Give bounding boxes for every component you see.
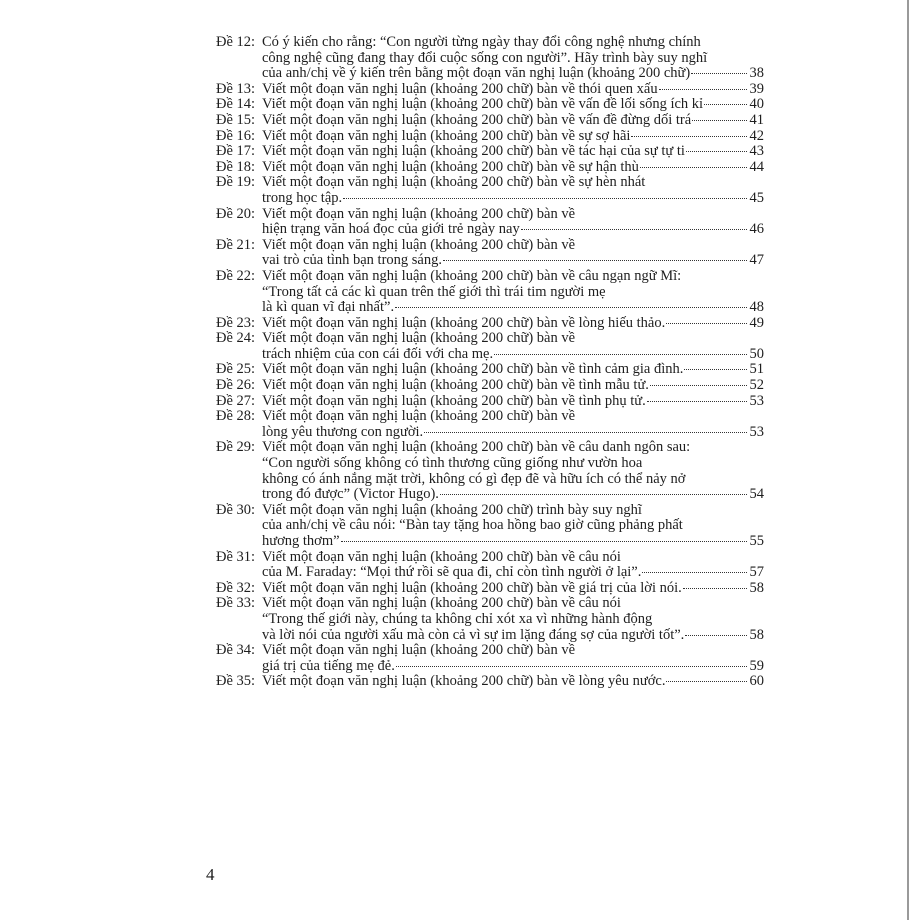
toc-entry-label: Đề 28: bbox=[216, 408, 256, 425]
toc-entry-line bbox=[216, 628, 764, 644]
dot-leader bbox=[521, 229, 747, 230]
toc-page-number: 41 bbox=[749, 111, 764, 128]
toc-entry-text: của anh/chị về ý kiến trên bằng một đoạn văn nghị luận (khoảng 200 chữ) bbox=[262, 65, 691, 82]
toc-entry-line bbox=[216, 503, 764, 519]
dot-leader bbox=[691, 73, 747, 74]
toc-entry-line bbox=[216, 191, 764, 207]
toc-page-number: 50 bbox=[749, 345, 764, 362]
toc-entry-line bbox=[216, 534, 764, 550]
toc-entry-text: là kì quan vĩ đại nhất”. bbox=[262, 299, 395, 316]
toc-page-number: 53 bbox=[749, 423, 764, 440]
toc-page-number: 47 bbox=[749, 252, 764, 269]
toc-entry bbox=[216, 362, 764, 378]
dot-leader bbox=[659, 89, 747, 90]
toc-page-number: 48 bbox=[749, 299, 764, 316]
toc-entry-label: Đề 23: bbox=[216, 314, 256, 331]
toc-entry bbox=[216, 113, 764, 129]
toc-entry-label: Đề 29: bbox=[216, 439, 256, 456]
toc-entry-line bbox=[216, 440, 764, 456]
toc-entry bbox=[216, 378, 764, 394]
toc-entry bbox=[216, 440, 764, 502]
toc-entry-line bbox=[216, 253, 764, 269]
toc-entry-label: Đề 16: bbox=[216, 127, 256, 144]
toc-entry-line bbox=[216, 331, 764, 347]
toc-entry-text: trong đó được” (Victor Hugo). bbox=[262, 486, 439, 503]
dot-leader bbox=[631, 136, 747, 137]
toc-entry-label: Đề 35: bbox=[216, 673, 256, 690]
toc-entry-line bbox=[216, 643, 764, 659]
toc-entry bbox=[216, 35, 764, 82]
toc-entry-text: không có ánh nắng mặt trời, không có gì đẹp đẽ và hữu ích có thể nảy nở bbox=[262, 470, 686, 487]
toc-entry bbox=[216, 316, 764, 332]
toc-entry-line bbox=[216, 82, 764, 98]
toc-entry-text: và lời nói của người xấu mà còn cả vì sự im lặng đáng sợ của người tốt”. bbox=[262, 626, 685, 643]
dot-leader bbox=[341, 541, 747, 542]
toc-entry-text: trách nhiệm của con cái đối với cha mẹ. bbox=[262, 345, 494, 362]
toc-entry-line bbox=[216, 51, 764, 67]
toc-entry bbox=[216, 160, 764, 176]
toc-entry-label: Đề 25: bbox=[216, 361, 256, 378]
dot-leader bbox=[666, 323, 747, 324]
toc-page-number: 55 bbox=[749, 533, 764, 549]
toc-entry-line bbox=[216, 596, 764, 612]
toc-entry-line bbox=[216, 565, 764, 581]
toc-entry-text: Viết một đoạn văn nghị luận (khoảng 200 chữ) bàn về giá trị của lời nói. bbox=[262, 579, 682, 596]
toc-entry-line bbox=[216, 394, 764, 410]
toc-page-number: 46 bbox=[749, 221, 764, 238]
toc-entry-line bbox=[216, 238, 764, 254]
toc-entry-line bbox=[216, 674, 764, 690]
dot-leader bbox=[443, 260, 747, 261]
toc-page-number: 43 bbox=[749, 143, 764, 160]
toc-entry-line bbox=[216, 487, 764, 503]
toc-page-number: 44 bbox=[749, 158, 764, 175]
toc-entry-label: Đề 21: bbox=[216, 236, 256, 253]
dot-leader bbox=[396, 666, 747, 667]
toc-entry-text: Viết một đoạn văn nghị luận (khoảng 200 chữ) bàn về sự sợ hãi bbox=[262, 127, 631, 144]
toc-entry-text: lòng yêu thương con người. bbox=[262, 423, 424, 440]
toc-entry-line bbox=[216, 129, 764, 145]
toc-entry-line bbox=[216, 175, 764, 191]
toc-entry-label: Đề 13: bbox=[216, 80, 256, 97]
toc-entry-line bbox=[216, 472, 764, 488]
dot-leader bbox=[692, 120, 747, 121]
toc-entry-text: vai trò của tình bạn trong sáng. bbox=[262, 252, 442, 269]
toc-entry-line bbox=[216, 35, 764, 51]
toc-entry bbox=[216, 409, 764, 440]
toc-entry-text: “Trong tất cả các kì quan trên thế giới thì trái tim người mẹ bbox=[262, 283, 606, 300]
toc-entry-line bbox=[216, 550, 764, 566]
toc-entry-label: Đề 27: bbox=[216, 392, 256, 409]
toc-page-number: 39 bbox=[749, 80, 764, 97]
toc-entry-text: của M. Faraday: “Mọi thứ rồi sẽ qua đi, chỉ còn tình người ở lại”. bbox=[262, 564, 642, 581]
dot-leader bbox=[343, 198, 747, 199]
toc-page-number: 60 bbox=[749, 673, 764, 690]
toc-entry-text: Viết một đoạn văn nghị luận (khoảng 200 chữ) bàn về lòng hiếu thảo. bbox=[262, 314, 666, 331]
toc-entry bbox=[216, 82, 764, 98]
toc-entry-text: của anh/chị về câu nói: “Bàn tay tặng hoa hồng bao giờ cũng phảng phất bbox=[262, 517, 683, 534]
toc-page-number: 49 bbox=[749, 314, 764, 331]
toc-entry-line bbox=[216, 347, 764, 363]
dot-leader bbox=[684, 369, 747, 370]
toc-entry bbox=[216, 207, 764, 238]
toc-entry-text: Viết một đoạn văn nghị luận (khoảng 200 chữ) bàn về sự hèn nhát bbox=[262, 174, 646, 191]
toc-page-number: 45 bbox=[749, 189, 764, 206]
toc-entry-text: Viết một đoạn văn nghị luận (khoảng 200 chữ) bàn về bbox=[262, 642, 576, 659]
toc-entry-line bbox=[216, 222, 764, 238]
toc-entry-text: “Trong thế giới này, chúng ta không chỉ xót xa vì những hành động bbox=[262, 610, 653, 627]
toc-entry bbox=[216, 581, 764, 597]
toc-entry-text: Viết một đoạn văn nghị luận (khoảng 200 chữ) bàn về tình phụ tử. bbox=[262, 392, 646, 409]
toc-entry bbox=[216, 269, 764, 316]
toc-entry-text: “Con người sống không có tình thương cũng giống như vườn hoa bbox=[262, 455, 643, 472]
toc-entry-text: Viết một đoạn văn nghị luận (khoảng 200 chữ) bàn về câu danh ngôn sau: bbox=[262, 439, 691, 456]
toc-entry-line bbox=[216, 160, 764, 176]
toc-entry bbox=[216, 238, 764, 269]
dot-leader bbox=[683, 588, 747, 589]
toc-entry-label: Đề 19: bbox=[216, 174, 256, 191]
toc-entry-line bbox=[216, 659, 764, 675]
dot-leader bbox=[494, 354, 747, 355]
toc-entry-text: giá trị của tiếng mẹ đẻ. bbox=[262, 657, 395, 674]
dot-leader bbox=[686, 151, 747, 152]
toc-entry-line bbox=[216, 425, 764, 441]
toc-entry-text: công nghệ cũng đang thay đổi cuộc sống con người”. Hãy trình bày suy nghĩ bbox=[262, 49, 708, 66]
toc-entry-line bbox=[216, 269, 764, 285]
toc-entry-line bbox=[216, 316, 764, 332]
toc-page-number: 59 bbox=[749, 657, 764, 674]
toc-entry bbox=[216, 550, 764, 581]
toc-page-number: 42 bbox=[749, 127, 764, 144]
dot-leader bbox=[650, 385, 747, 386]
toc-entry-line bbox=[216, 97, 764, 113]
toc-entry bbox=[216, 596, 764, 643]
toc-entry-label: Đề 26: bbox=[216, 377, 256, 394]
toc-entry-text: Viết một đoạn văn nghị luận (khoảng 200 chữ) bàn về lòng yêu nước. bbox=[262, 673, 666, 690]
toc-entry-label: Đề 20: bbox=[216, 205, 256, 222]
page-edge-shadow bbox=[907, 0, 909, 920]
toc-entry-label: Đề 22: bbox=[216, 267, 256, 284]
toc-entry-text: Viết một đoạn văn nghị luận (khoảng 200 chữ) bàn về tác hại của sự tự ti bbox=[262, 143, 685, 160]
toc-entry-label: Đề 18: bbox=[216, 158, 256, 175]
toc-entry-line bbox=[216, 409, 764, 425]
toc-entry-text: Viết một đoạn văn nghị luận (khoảng 200 chữ) bàn về vấn đề lối sống ích kỉ bbox=[262, 96, 704, 113]
toc-entry bbox=[216, 97, 764, 113]
toc-entry-text: hiện trạng văn hoá đọc của giới trẻ ngày nay bbox=[262, 221, 520, 238]
toc-entry-text: Viết một đoạn văn nghị luận (khoảng 200 chữ) trình bày suy nghĩ bbox=[262, 501, 642, 518]
toc-entry bbox=[216, 144, 764, 160]
toc-page-number: 58 bbox=[749, 626, 764, 643]
toc-entry-line bbox=[216, 378, 764, 394]
toc-entry bbox=[216, 643, 764, 674]
toc-entry-label: Đề 12: bbox=[216, 34, 256, 50]
toc-entry bbox=[216, 129, 764, 145]
toc-page-number: 57 bbox=[749, 564, 764, 581]
toc-entry-text: Viết một đoạn văn nghị luận (khoảng 200 chữ) bàn về bbox=[262, 236, 576, 253]
toc-entry-line bbox=[216, 144, 764, 160]
toc-entry-line bbox=[216, 456, 764, 472]
toc-entry bbox=[216, 331, 764, 362]
toc-entry-text: Viết một đoạn văn nghị luận (khoảng 200 chữ) bàn về câu ngạn ngữ Mĩ: bbox=[262, 267, 682, 284]
toc-entry-line bbox=[216, 362, 764, 378]
toc-page-number: 53 bbox=[749, 392, 764, 409]
toc-entry bbox=[216, 674, 764, 690]
toc-entry-text: Viết một đoạn văn nghị luận (khoảng 200 chữ) bàn về câu nói bbox=[262, 548, 621, 565]
dot-leader bbox=[642, 572, 747, 573]
toc-entry bbox=[216, 175, 764, 206]
toc-entry-label: Đề 33: bbox=[216, 595, 256, 612]
toc-entry-text: trong học tập. bbox=[262, 189, 343, 206]
toc-entry bbox=[216, 503, 764, 550]
toc-page-number: 58 bbox=[749, 579, 764, 596]
toc-entry-label: Đề 14: bbox=[216, 96, 256, 113]
dot-leader bbox=[395, 307, 747, 308]
toc-page-number: 40 bbox=[749, 96, 764, 113]
toc-entry-text: Viết một đoạn văn nghị luận (khoảng 200 chữ) bàn về bbox=[262, 205, 576, 222]
toc-entry-text: hương thơm” bbox=[262, 533, 340, 549]
dot-leader bbox=[640, 167, 747, 168]
dot-leader bbox=[647, 401, 747, 402]
toc-entry-text: Viết một đoạn văn nghị luận (khoảng 200 chữ) bàn về tình mẫu tử. bbox=[262, 377, 649, 394]
toc-page-number: 52 bbox=[749, 377, 764, 394]
dot-leader bbox=[704, 104, 747, 105]
toc-entry-label: Đề 31: bbox=[216, 548, 256, 565]
toc-entry-label: Đề 34: bbox=[216, 642, 256, 659]
toc-entry-label: Đề 15: bbox=[216, 111, 256, 128]
toc-entry-line bbox=[216, 66, 764, 82]
toc-entry-label: Đề 17: bbox=[216, 143, 256, 160]
toc-entry-label: Đề 32: bbox=[216, 579, 256, 596]
toc-entry-line bbox=[216, 581, 764, 597]
toc-entry-line bbox=[216, 207, 764, 223]
table-of-contents bbox=[216, 35, 764, 690]
dot-leader bbox=[440, 494, 747, 495]
toc-entry-line bbox=[216, 612, 764, 628]
toc-entry-label: Đề 30: bbox=[216, 501, 256, 518]
dot-leader bbox=[424, 432, 747, 433]
toc-page-number: 54 bbox=[749, 486, 764, 503]
toc-page-number: 51 bbox=[749, 361, 764, 378]
toc-entry-line bbox=[216, 113, 764, 129]
toc-entry-text: Viết một đoạn văn nghị luận (khoảng 200 chữ) bàn về bbox=[262, 330, 576, 347]
toc-entry-text: Viết một đoạn văn nghị luận (khoảng 200 chữ) bàn về sự hận thù bbox=[262, 158, 639, 175]
toc-entry-text: Viết một đoạn văn nghị luận (khoảng 200 chữ) bàn về vấn đề đừng dối trá bbox=[262, 111, 692, 128]
dot-leader bbox=[666, 681, 747, 682]
toc-entry-line bbox=[216, 285, 764, 301]
toc-entry-text: Có ý kiến cho rằng: “Con người từng ngày thay đổi công nghệ nhưng chính bbox=[262, 34, 701, 50]
dot-leader bbox=[685, 635, 747, 636]
toc-entry-text: Viết một đoạn văn nghị luận (khoảng 200 chữ) bàn về tình cảm gia đình. bbox=[262, 361, 684, 378]
toc-entry-label: Đề 24: bbox=[216, 330, 256, 347]
toc-entry-text: Viết một đoạn văn nghị luận (khoảng 200 chữ) bàn về bbox=[262, 408, 576, 425]
toc-entry bbox=[216, 394, 764, 410]
toc-entry-text: Viết một đoạn văn nghị luận (khoảng 200 chữ) bàn về thói quen xấu bbox=[262, 80, 658, 97]
toc-entry-line bbox=[216, 300, 764, 316]
toc-entry-text: Viết một đoạn văn nghị luận (khoảng 200 chữ) bàn về câu nói bbox=[262, 595, 621, 612]
page-number: 4 bbox=[206, 865, 215, 884]
toc-page-number: 38 bbox=[749, 65, 764, 82]
toc-entry-line bbox=[216, 518, 764, 534]
